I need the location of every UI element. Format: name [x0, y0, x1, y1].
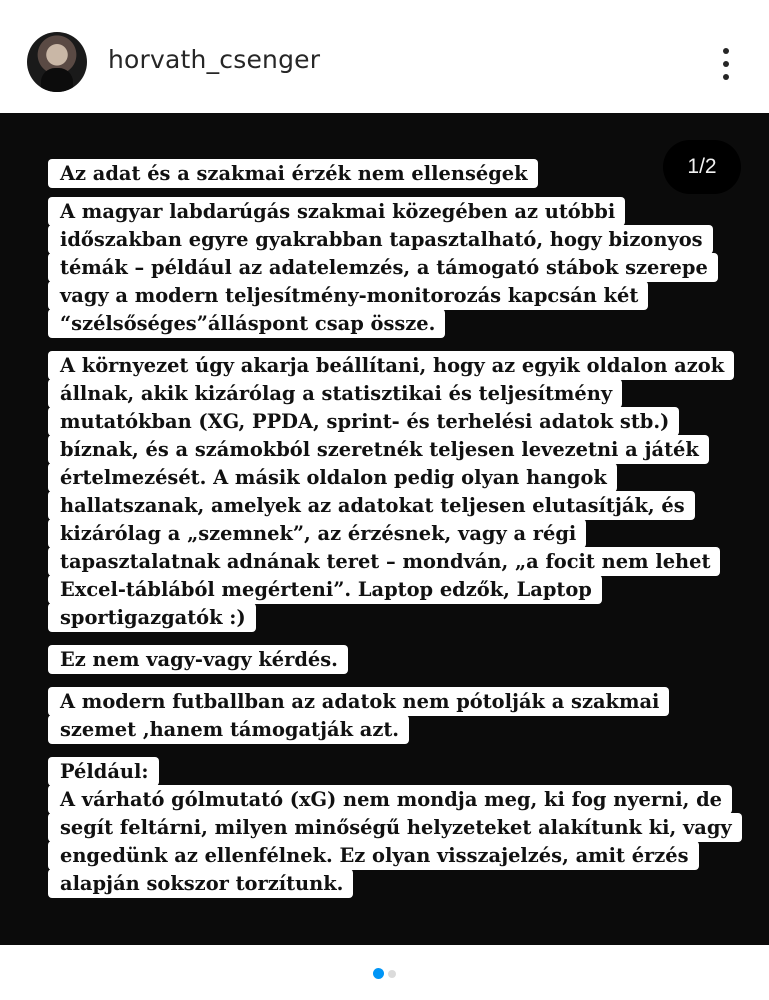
username[interactable]: horvath_csenger — [108, 45, 321, 74]
post-text — [48, 160, 738, 898]
paragraph-modern-football: A modern futballban az adatok nem pótolják a szakmai szemet ,hanem támogatják azt. — [48, 687, 669, 744]
more-options-icon[interactable] — [712, 44, 740, 84]
avatar[interactable] — [27, 32, 87, 92]
example-text: A várható gólmutató (xG) nem mondja meg, ki fog nyerni, de segít feltárni, milyen minőségű helyzeteket alakítunk ki, vagy engedünk az ellenfélnek. Ez olyan visszajelzés, amit érzés alapján sokszor torzítunk. — [48, 785, 742, 898]
slide-counter: 1/2 — [663, 140, 741, 194]
post-header — [0, 0, 769, 113]
post-title: Az adat és a szakmai érzék nem ellenségek — [48, 159, 538, 188]
paragraph-environment: A környezet úgy akarja beállítani, hogy az egyik oldalon azok állnak, akik kizárólag a statisztikai és teljesítmény mutatókban (XG, PPDA, sprint- és terhelési adatok stb.) bíznak, és a számokból szeretnék teljesen levezetni a játék értelmezését. A másik oldalon pedig olyan hangok hallatszanak, amelyek az adatokat teljesen elutasítják, és kizárólag a „szemnek”, az érzésnek, vagy a régi tapasztalatnak adnának teret – mondván, „a focit nem lehet Excel-táblából megérteni”. Laptop edzők, Laptop sportigazgatók :) — [48, 351, 734, 632]
carousel-dot-1 — [373, 968, 384, 979]
example-label: Például: — [48, 757, 159, 786]
paragraph-intro: A magyar labdarúgás szakmai közegében az utóbbi időszakban egyre gyakrabban tapasztalható, hogy bizonyos témák – például az adatelemzés, a támogató stábok szerepe vagy a modern teljesítmény-monitorozás kapcsán két “szélsőséges”álláspont csap össze. — [48, 197, 718, 338]
carousel-indicator — [0, 968, 769, 980]
carousel-dot-2 — [388, 970, 396, 978]
post-image[interactable] — [0, 113, 769, 945]
paragraph-not-either-or: Ez nem vagy-vagy kérdés. — [48, 645, 348, 674]
